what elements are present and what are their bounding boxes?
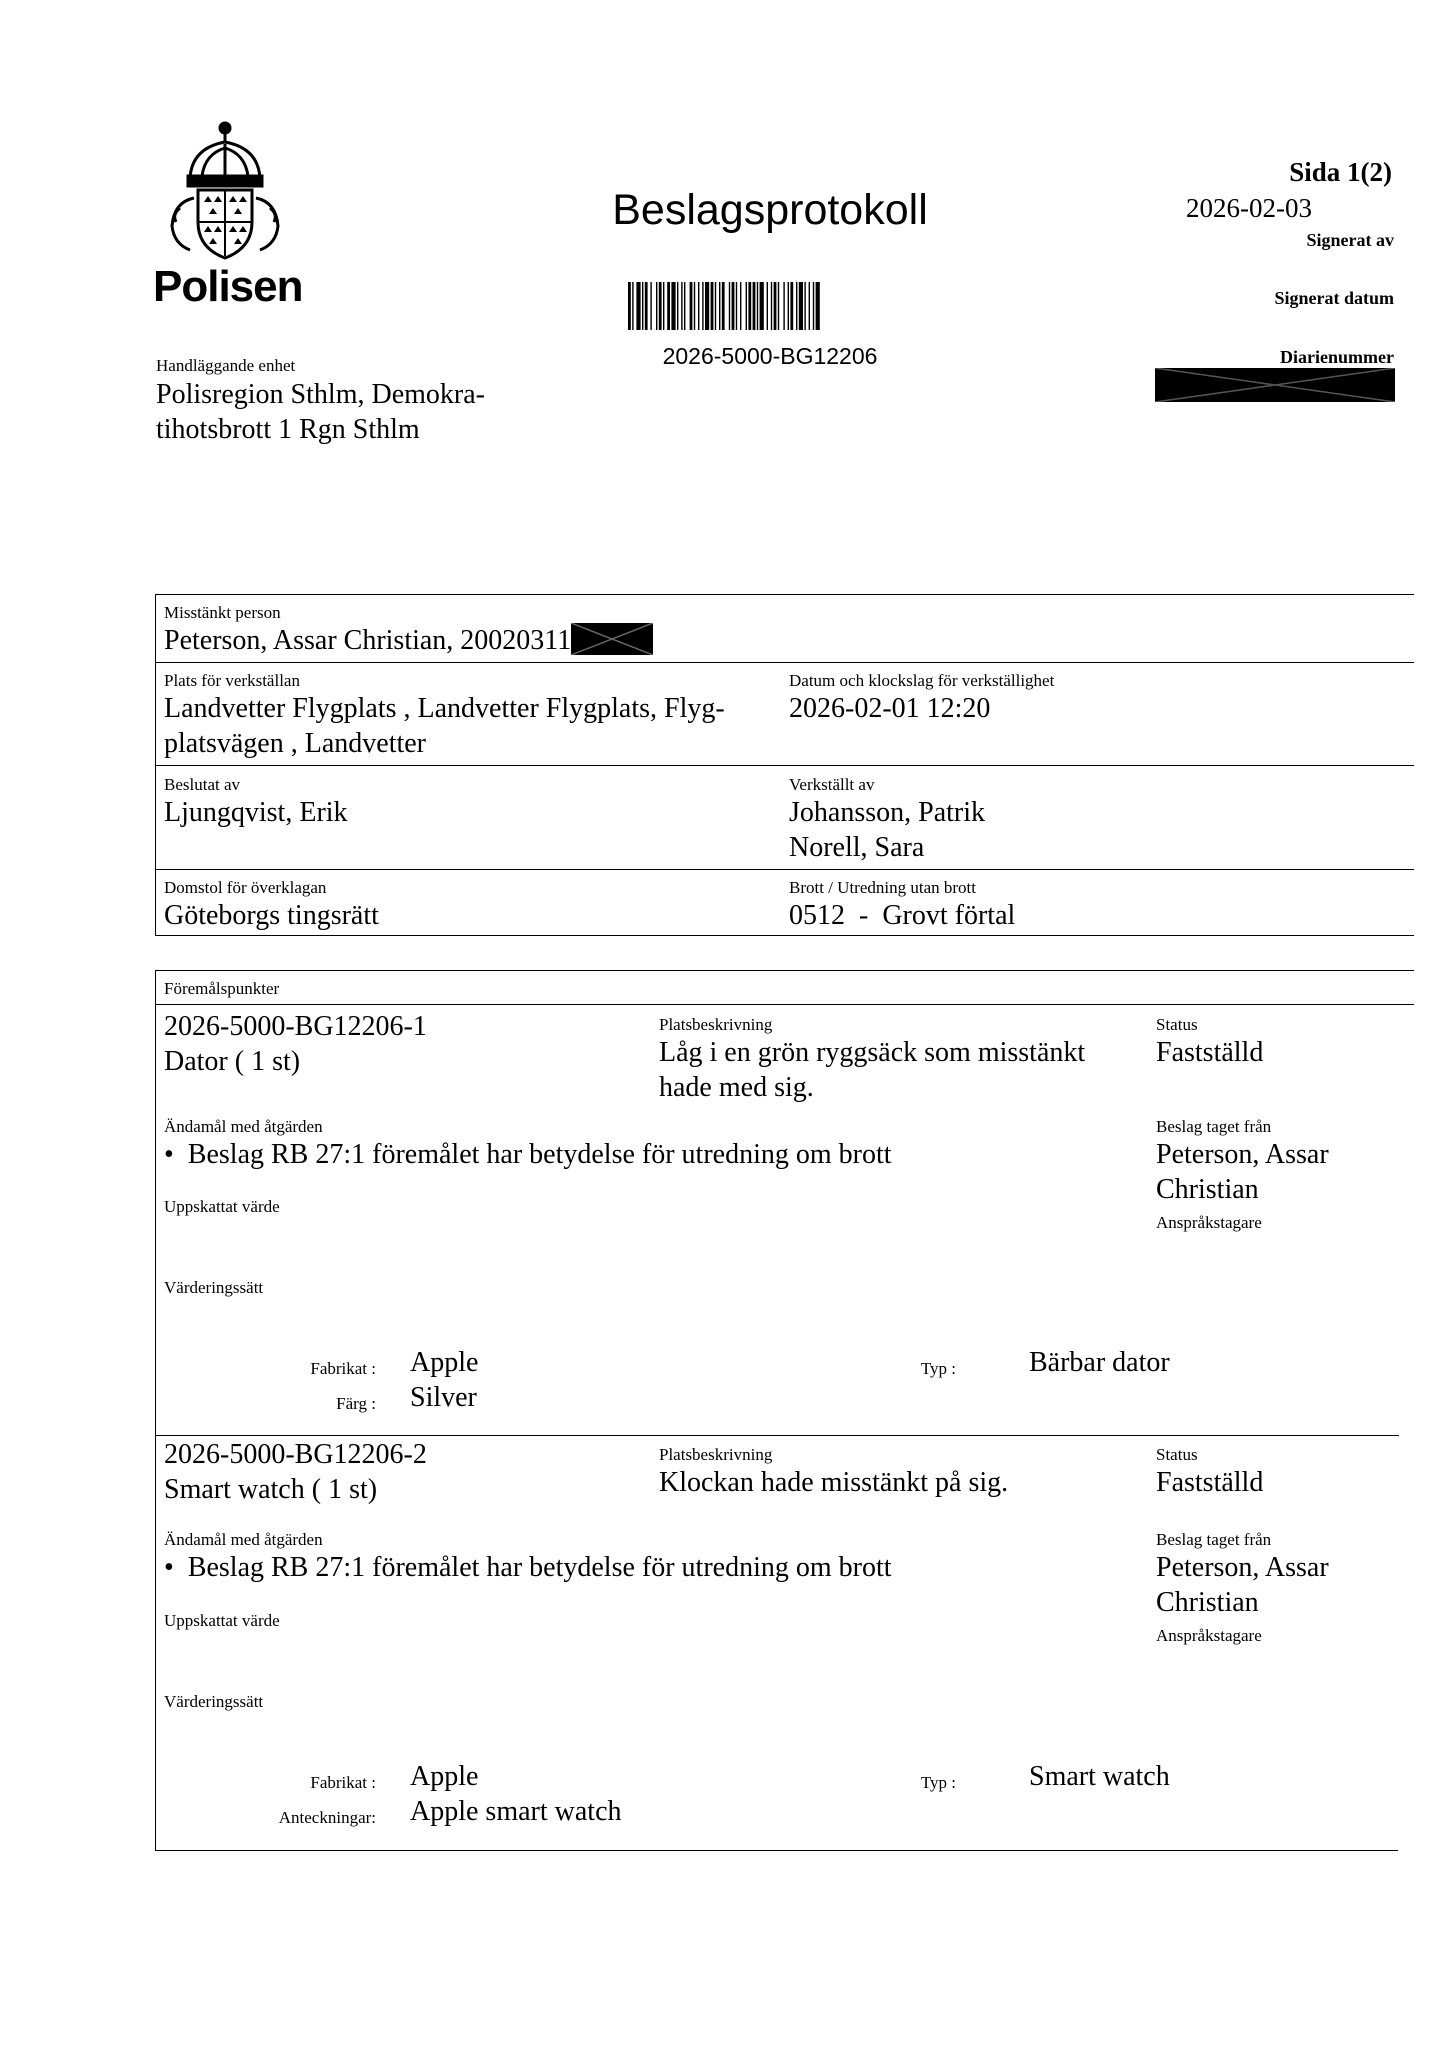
row-divider [156,662,1414,663]
logo-wordmark: Polisen [153,262,303,311]
make-label: Fabrikat : [310,1773,376,1792]
suspect-name: Peterson, Assar Christian, 20020311 [164,625,572,656]
notes-label: Anteckningar: [278,1808,376,1827]
make-value: Apple [410,1761,479,1792]
items-box-bottom-border [155,1850,1398,1851]
taken-from-label: Beslag taget från [1156,1117,1272,1136]
estimated-value-label: Uppskattat värde [164,1197,280,1216]
valuation-method-label: Värderingssätt [164,1692,264,1711]
signed-date-label: Signerat datum [1274,288,1394,308]
location-label: Platsbeskrivning [659,1445,773,1464]
decided-by-value: Ljungqvist, Erik [164,797,348,828]
item-name: Dator ( 1 st) [164,1046,301,1077]
crime-label: Brott / Utredning utan brott [789,878,976,897]
type-label: Typ : [920,1359,956,1378]
item-id: 2026-5000-BG12206-1 [164,1011,427,1042]
barcode-icon [628,282,920,330]
case-details-box [155,594,1414,936]
item-name: Smart watch ( 1 st) [164,1474,378,1505]
datetime-label: Datum och klockslag för verkställighet [789,671,1055,690]
suspect-value [164,623,653,658]
taken-from-line: Peterson, Assar [1156,1552,1329,1583]
taken-from-line: Christian [1156,1174,1259,1205]
place-value [164,691,784,761]
status-label: Status [1156,1445,1198,1464]
executed-by-line: Norell, Sara [789,832,925,863]
crime-value: 0512 - Grovt förtal [789,900,1016,931]
location-value [659,1465,1139,1500]
items-section-label: Föremålspunkter [164,979,280,998]
suspect-label: Misstänkt person [164,603,281,622]
status-value: Fastställd [1156,1467,1264,1498]
page-number: Sida 1(2) [1289,157,1392,187]
document-date: 2026-02-03 [1186,193,1312,223]
seized-items-box [155,970,1414,1851]
handling-unit-line: Polisregion Sthlm, Demokra- [156,379,485,410]
place-label: Plats för verkställan [164,671,300,690]
taken-from-line: Christian [1156,1587,1259,1618]
place-line: Landvetter Flygplats , Landvetter Flygplats, Flyg- [164,693,725,724]
signed-by-label: Signerat av [1306,230,1394,250]
make-value: Apple [410,1347,479,1378]
status-label: Status [1156,1015,1198,1034]
diary-number-label: Diarienummer [1280,347,1394,367]
taken-from-value [1156,1550,1329,1620]
row-divider [156,765,1414,766]
executed-by-line: Johansson, Patrik [789,797,985,828]
purpose-value: • Beslag RB 27:1 föremålet har betydelse för utredning om brott [164,1552,892,1583]
location-label: Platsbeskrivning [659,1015,773,1034]
type-label: Typ : [920,1773,956,1792]
decided-by-label: Beslutat av [164,775,241,794]
row-divider [156,869,1414,870]
handling-unit-value [156,377,586,447]
location-line: Klockan hade misstänkt på sig. [659,1467,1009,1498]
color-value: Silver [410,1382,477,1413]
valuation-method-label: Värderingssätt [164,1278,264,1297]
location-value [659,1035,1139,1105]
type-value: Smart watch [1029,1761,1170,1792]
location-line: Låg i en grön ryggsäck som misstänkt [659,1037,1086,1068]
make-label: Fabrikat : [310,1359,376,1378]
claimant-label: Anspråkstagare [1156,1213,1262,1232]
barcode-number: 2026-5000-BG12206 [662,343,878,369]
estimated-value-label: Uppskattat värde [164,1611,280,1630]
court-label: Domstol för överklagan [164,878,327,897]
redaction-box [1155,368,1395,402]
taken-from-value [1156,1137,1329,1207]
handling-unit-line: tihotsbrott 1 Rgn Sthlm [156,414,420,445]
location-line: hade med sig. [659,1072,814,1103]
claimant-label: Anspråkstagare [1156,1626,1262,1645]
place-line: platsvägen , Landvetter [164,728,427,759]
executed-by-label: Verkställt av [789,775,875,794]
notes-value: Apple smart watch [410,1796,622,1827]
purpose-value: • Beslag RB 27:1 föremålet har betydelse för utredning om brott [164,1139,892,1170]
redaction-box [571,623,653,655]
seized-item-2 [156,1435,1414,1851]
type-value: Bärbar dator [1029,1347,1170,1378]
color-label: Färg : [336,1394,376,1413]
executed-by-value [789,795,985,865]
purpose-label: Ändamål med åtgärden [164,1117,323,1136]
item-id: 2026-5000-BG12206-2 [164,1439,427,1470]
taken-from-line: Peterson, Assar [1156,1139,1329,1170]
datetime-value: 2026-02-01 12:20 [789,693,991,724]
purpose-label: Ändamål med åtgärden [164,1530,323,1549]
taken-from-label: Beslag taget från [1156,1530,1272,1549]
handling-unit-label: Handläggande enhet [156,356,296,375]
seized-item-1 [156,1005,1414,1435]
court-value: Göteborgs tingsrätt [164,900,379,931]
status-value: Fastställd [1156,1037,1264,1068]
document-title: Beslagsprotokoll [612,186,928,234]
